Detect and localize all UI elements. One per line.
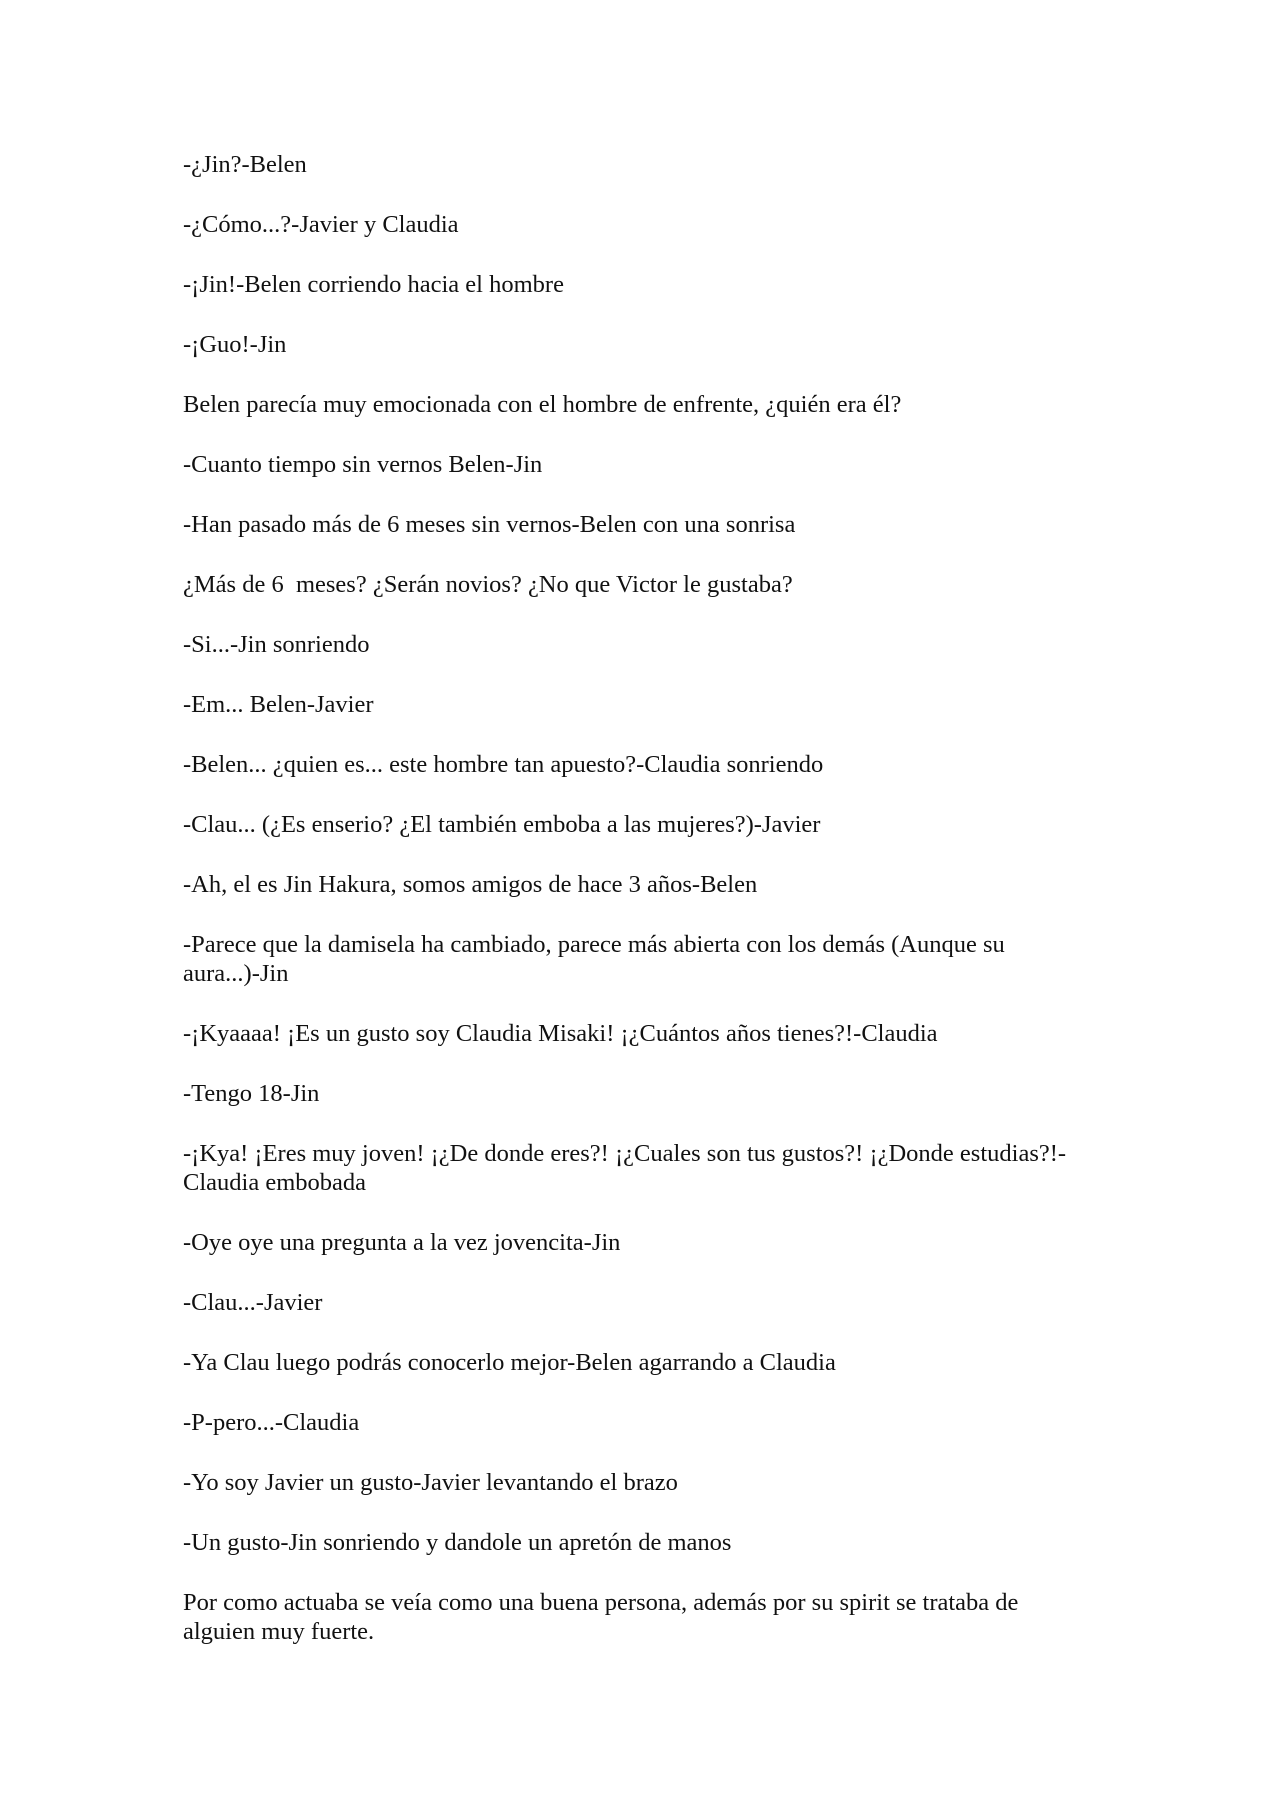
paragraph: -¡Guo!-Jin	[183, 331, 287, 358]
paragraph: ¿Más de 6 meses? ¿Serán novios? ¿No que Victor le gustaba?	[183, 571, 793, 598]
paragraph: -Un gusto-Jin sonriendo y dandole un apretón de manos	[183, 1529, 732, 1556]
paragraph: -P-pero...-Claudia	[183, 1409, 360, 1436]
paragraph: -Cuanto tiempo sin vernos Belen-Jin	[183, 451, 543, 478]
paragraph: -Clau... (¿Es enserio? ¿El también emboba a las mujeres?)-Javier	[183, 811, 821, 838]
paragraph: -Em... Belen-Javier	[183, 691, 374, 718]
paragraph: -¡Kya! ¡Eres muy joven! ¡¿De donde eres?! ¡¿Cuales son tus gustos?! ¡¿Donde estudias?!-Claudia embobada	[183, 1140, 1067, 1196]
paragraph: -¿Cómo...?-Javier y Claudia	[183, 211, 459, 238]
paragraph: -Yo soy Javier un gusto-Javier levantando el brazo	[183, 1469, 678, 1496]
document-body	[183, 150, 1083, 1677]
paragraph: -¡Kyaaaa! ¡Es un gusto soy Claudia Misaki! ¡¿Cuántos años tienes?!-Claudia	[183, 1020, 938, 1047]
paragraph: -Clau...-Javier	[183, 1289, 323, 1316]
paragraph: Belen parecía muy emocionada con el hombre de enfrente, ¿quién era él?	[183, 391, 902, 418]
paragraph: -Han pasado más de 6 meses sin vernos-Belen con una sonrisa	[183, 511, 796, 538]
paragraph: -Tengo 18-Jin	[183, 1080, 320, 1107]
paragraph: -Oye oye una pregunta a la vez jovencita-Jin	[183, 1229, 621, 1256]
paragraph: -¡Jin!-Belen corriendo hacia el hombre	[183, 271, 564, 298]
paragraph: -Belen... ¿quien es... este hombre tan apuesto?-Claudia sonriendo	[183, 751, 824, 778]
paragraph: -Parece que la damisela ha cambiado, parece más abierta con los demás (Aunque su aura...)-Jin	[183, 931, 1011, 987]
paragraph: -¿Jin?-Belen	[183, 151, 307, 178]
paragraph: Por como actuaba se veía como una buena persona, además por su spirit se trataba de alguien muy fuerte.	[183, 1589, 1025, 1645]
paragraph: -Ah, el es Jin Hakura, somos amigos de hace 3 años-Belen	[183, 871, 758, 898]
paragraph: -Ya Clau luego podrás conocerlo mejor-Belen agarrando a Claudia	[183, 1349, 836, 1376]
paragraph: -Si...-Jin sonriendo	[183, 631, 370, 658]
